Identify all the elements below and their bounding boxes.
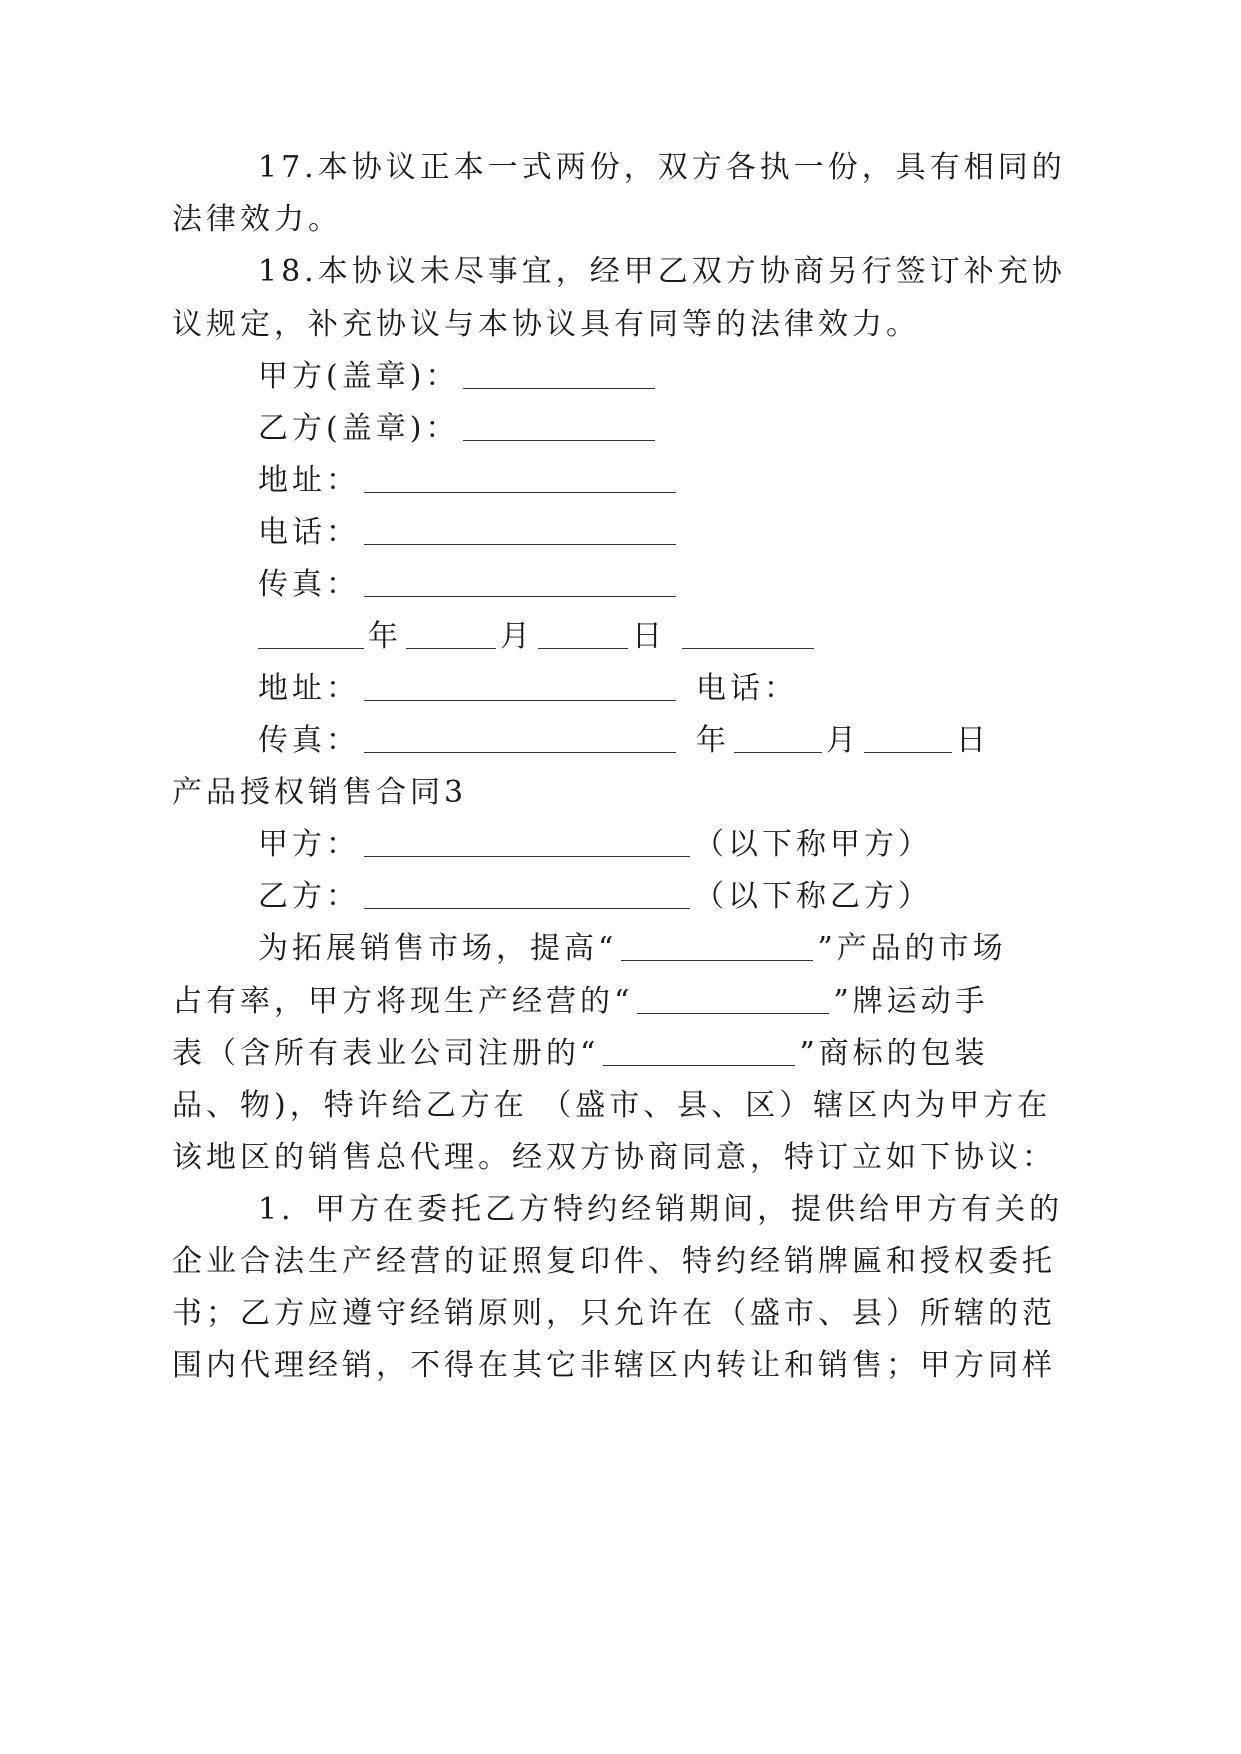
contract3-party-a-blank — [364, 852, 690, 857]
intro-line-4: 品、物)，特许给乙方在 （盛市、县、区）辖区内为甲方在 — [172, 1088, 1052, 1123]
day2-label: 日 — [956, 723, 990, 758]
brand-name-blank — [637, 1009, 829, 1014]
party-a-seal-blank — [463, 384, 655, 389]
address-label: 地址： — [258, 463, 360, 498]
intro-line-3b: ”商标的包装 — [799, 1036, 989, 1071]
address2-label: 地址： — [258, 671, 360, 706]
intro-line-2a: 占有率，甲方将现生产经营的“ — [172, 984, 634, 1019]
trademark-blank — [603, 1061, 795, 1066]
fax-label: 传真： — [258, 567, 360, 602]
clause-18-line-1: 18.本协议未尽事宜，经甲乙双方协商另行签订补充协 — [258, 254, 1066, 289]
fax-row — [258, 565, 680, 605]
phone-label: 电话： — [258, 515, 360, 550]
intro-line-2b: ”牌运动手 — [833, 984, 989, 1019]
date-row — [254, 617, 818, 657]
fax2-blank — [364, 748, 676, 753]
contract3-party-b-blank — [364, 904, 690, 909]
phone-row — [258, 513, 680, 553]
intro-line-3a: 表（含所有表业公司注册的“ — [172, 1036, 600, 1071]
intro-line-3 — [172, 1034, 989, 1074]
fax-date-row — [258, 721, 990, 761]
clause-1-line-3: 书；乙方应遵守经销原则，只允许在（盛市、县）所辖的范 — [172, 1296, 1056, 1331]
contract3-party-a-label: 甲方： — [258, 827, 360, 862]
address-blank — [364, 488, 676, 493]
trailing-blank — [682, 644, 814, 649]
party-a-seal-row — [258, 357, 659, 397]
month-blank — [406, 644, 496, 649]
month-label: 月 — [500, 619, 534, 654]
year-blank — [258, 644, 364, 649]
clause-17-line-2: 法律效力。 — [172, 202, 342, 237]
intro-line-1 — [258, 929, 1007, 969]
month2-blank — [734, 748, 822, 753]
clause-17-line-1: 17.本协议正本一式两份，双方各执一份，具有相同的 — [258, 150, 1066, 185]
party-b-seal-blank — [463, 436, 655, 441]
product-name-blank — [621, 956, 813, 961]
day-label: 日 — [632, 619, 666, 654]
day2-blank — [864, 748, 952, 753]
address-phone-row — [258, 669, 798, 709]
fax2-label: 传真： — [258, 723, 360, 758]
contract3-party-b-label: 乙方： — [258, 879, 360, 914]
contract3-party-a-row — [258, 825, 932, 865]
clause-1-line-2: 企业合法生产经营的证照复印件、特约经销牌匾和授权委托 — [172, 1244, 1056, 1279]
party-a-seal-label: 甲方(盖章)： — [258, 359, 460, 394]
clause-1-line-1: 1．甲方在委托乙方特约经销期间，提供给甲方有关的 — [258, 1192, 1064, 1227]
address2-blank — [364, 696, 676, 701]
contract3-party-b-row — [258, 877, 932, 917]
year-label: 年 — [368, 619, 402, 654]
contract3-title: 产品授权销售合同3 — [172, 775, 468, 810]
month2-label: 月 — [826, 723, 860, 758]
intro-line-5: 该地区的销售总代理。经双方协商同意，特订立如下协议： — [172, 1140, 1056, 1175]
fax-blank — [364, 592, 676, 597]
address-row — [258, 461, 680, 501]
intro-line-2 — [172, 982, 989, 1022]
clause-18-line-2: 议规定，补充协议与本协议具有同等的法律效力。 — [172, 307, 920, 342]
contract3-party-a-note: （以下称甲方） — [694, 827, 932, 862]
phone-blank — [364, 540, 676, 545]
phone2-label: 电话： — [696, 671, 798, 706]
party-b-seal-row — [258, 409, 659, 449]
party-b-seal-label: 乙方(盖章)： — [258, 411, 460, 446]
intro-line-1b: ”产品的市场 — [817, 931, 1007, 966]
intro-line-1a: 为拓展销售市场，提高“ — [258, 931, 618, 966]
clause-1-line-4: 围内代理经销，不得在其它非辖区内转让和销售；甲方同样 — [172, 1348, 1056, 1383]
year2-label: 年 — [696, 723, 730, 758]
contract3-party-b-note: （以下称乙方） — [694, 879, 932, 914]
day-blank — [538, 644, 628, 649]
